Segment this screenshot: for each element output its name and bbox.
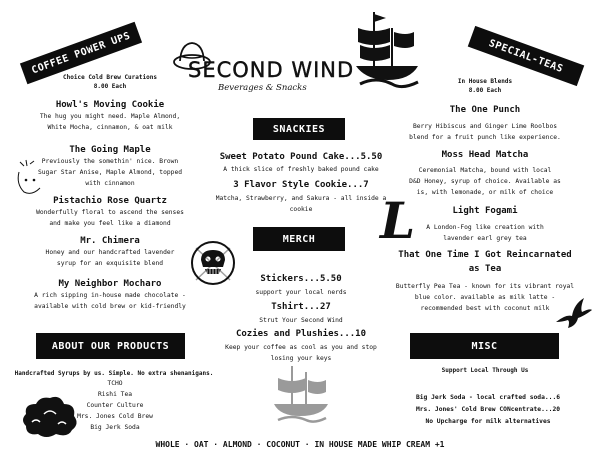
merch-item-desc: Strut Your Second Wind bbox=[259, 317, 343, 324]
gothic-l-letter: L bbox=[380, 191, 416, 250]
coffee-item-desc: Wonderfully floral to ascend the senses bbox=[36, 209, 184, 216]
misc-subheading: Support Local Through Us bbox=[441, 367, 529, 374]
coffee-item-desc: The hug you might need. Maple Almond, bbox=[39, 113, 181, 120]
about-list-item: TCHO bbox=[107, 380, 123, 387]
merch-item-desc: support your local nerds bbox=[255, 289, 347, 296]
about-heading: ABOUT OUR PRODUCTS bbox=[51, 340, 170, 352]
brand-tagline: Beverages & Snacks bbox=[218, 83, 307, 93]
red-cloud-icon bbox=[18, 392, 82, 442]
merch-item-name: Stickers...5.50 bbox=[260, 274, 342, 284]
coffee-item-desc: with cinnamon bbox=[85, 180, 135, 187]
specials-subheading: In House Blends bbox=[457, 78, 513, 85]
merch-item-name: Tshirt...27 bbox=[271, 302, 331, 312]
coffee-item-name: Pistachio Rose Quartz bbox=[53, 196, 167, 206]
coffee-subheading: Choice Cold Brew Curations bbox=[63, 74, 157, 81]
coffee-item-name: The Going Maple bbox=[69, 145, 151, 155]
coffee-item-desc: available with cold brew or kid-friendly bbox=[34, 303, 186, 310]
coffee-item-desc: A rich sipping in-house made chocolate - bbox=[34, 292, 186, 299]
misc-item: Mrs. Jones' Cold Brew CONcentrate...20 bbox=[415, 406, 561, 413]
tea-item-desc: blend for a fruit punch like experience. bbox=[409, 134, 561, 141]
sketch-face-icon bbox=[14, 158, 48, 198]
merch-item-name: Cozies and Plushies...10 bbox=[235, 329, 367, 339]
merch-item-desc: losing your keys bbox=[270, 355, 332, 362]
about-products-banner bbox=[36, 333, 185, 359]
snack-item-desc: A thick slice of freshly baked pound cake bbox=[223, 166, 379, 173]
tea-item-desc: A London-Fog like creation with bbox=[426, 224, 544, 231]
about-subheading: Handcrafted Syrups by us. Simple. No extra shenanigans. bbox=[14, 370, 214, 377]
coffee-item-desc: White Mocha, cinnamon, & oat milk bbox=[47, 124, 173, 131]
snack-item-name: 3 Flavor Style Cookie...7 bbox=[233, 180, 369, 190]
coffee-item-desc: Previously the somethin' nice. Brown bbox=[41, 158, 179, 165]
jolly-roger-icon bbox=[190, 240, 236, 286]
coffee-item-desc: and make you feel like a diamond bbox=[49, 220, 171, 227]
crow-icon bbox=[554, 296, 594, 330]
merch-item-desc: Keep your coffee as cool as you and stop bbox=[225, 344, 377, 351]
coffee-item-name: Howl's Moving Cookie bbox=[55, 100, 165, 110]
milk-options-footer: WHOLE · OAT · ALMOND · COCONUT · IN HOUSE MADE WHIP CREAM +1 bbox=[155, 440, 445, 449]
tea-item-name: That One Time I Got Reincarnated bbox=[398, 250, 572, 260]
coffee-item-desc: Sugar Star Anise, Maple Almond, topped bbox=[37, 169, 183, 176]
misc-item: No Upcharge for milk alternatives bbox=[425, 418, 551, 425]
tea-item-desc: Berry Hibiscus and Ginger Lime Roolbos bbox=[412, 123, 558, 130]
snackies-heading: SNACKIES bbox=[272, 123, 326, 135]
tea-item-name-cont: as Tea bbox=[468, 264, 502, 274]
misc-item: Big Jerk Soda - local crafted soda...6 bbox=[415, 394, 561, 401]
tea-item-desc: is, with lemonade, or milk of choice bbox=[416, 189, 554, 196]
specials-price: 8.00 Each bbox=[468, 87, 502, 94]
ghost-ship-icon bbox=[270, 362, 332, 424]
coffee-item-desc: syrup for an exquisite blend bbox=[56, 260, 164, 267]
merch-banner bbox=[253, 227, 345, 251]
snack-item-name: Sweet Potato Pound Cake...5.50 bbox=[219, 152, 383, 162]
misc-banner bbox=[410, 333, 559, 359]
coffee-item-name: Mr. Chimera bbox=[80, 236, 140, 246]
tea-item-name: The One Punch bbox=[449, 105, 521, 115]
about-list-item: Big Jerk Soda bbox=[90, 424, 140, 431]
snack-item-desc: Matcha, Strawberry, and Sakura - all inside a bbox=[215, 195, 387, 202]
coffee-price: 8.00 Each bbox=[93, 83, 127, 90]
tea-item-desc: blue color. available as milk latte - bbox=[414, 294, 556, 301]
coffee-item-desc: Honey and our handcrafted lavender bbox=[45, 249, 175, 256]
coffee-heading: COFFEE POWER UPS bbox=[30, 29, 132, 77]
tea-item-desc: Ceremonial Matcha, bound with local bbox=[418, 167, 552, 174]
misc-heading: MISC bbox=[471, 340, 498, 352]
tea-item-desc: recommended best with coconut milk bbox=[420, 305, 550, 312]
snackies-banner bbox=[253, 118, 345, 140]
about-list-item: Mrs. Jones Cold Brew bbox=[77, 413, 153, 420]
brand-name: SECOND WIND bbox=[188, 58, 355, 82]
tea-item-desc: D&D Honey, syrup of choice. Available as bbox=[409, 178, 561, 185]
specials-heading: SPECIAL-TEAS bbox=[487, 37, 565, 75]
tea-item-name: Light Fogami bbox=[452, 206, 518, 216]
snack-item-desc: cookie bbox=[289, 206, 313, 213]
tea-item-desc: lavender earl grey tea bbox=[443, 235, 527, 242]
about-list-item: Counter Culture bbox=[86, 402, 144, 409]
coffee-item-name: My Neighbor Mocharo bbox=[58, 279, 162, 289]
about-list-item: Rishi Tea bbox=[97, 391, 133, 398]
merch-heading: MERCH bbox=[282, 233, 316, 245]
tea-item-desc: Butterfly Pea Tea - known for its vibrant royal bbox=[395, 283, 575, 290]
tea-item-name: Moss Head Matcha bbox=[441, 150, 529, 160]
